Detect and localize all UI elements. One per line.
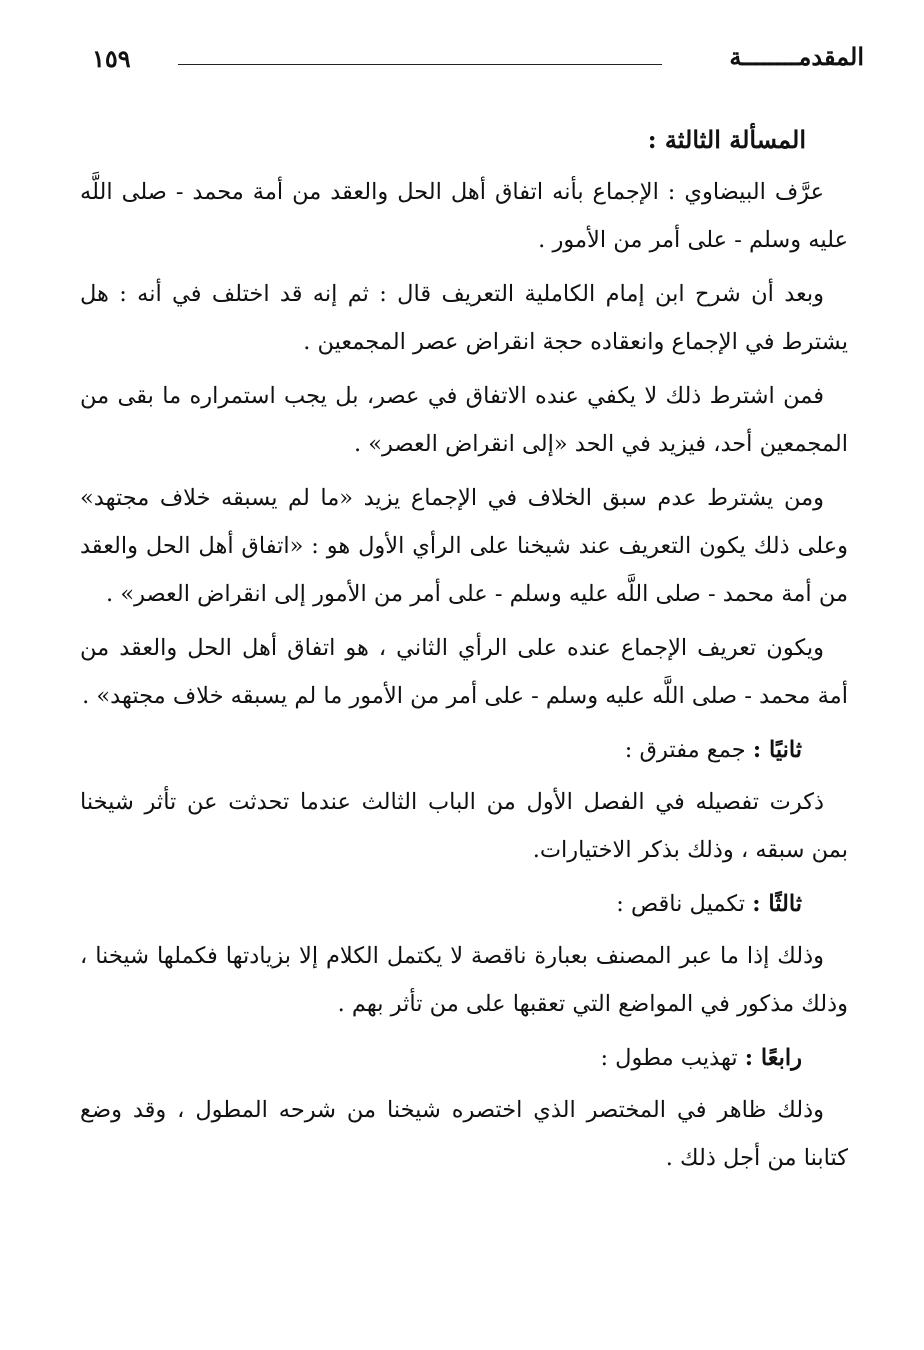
subheading-third-title: تكميل ناقص : (616, 891, 746, 917)
page-number: ١٥٩ (92, 44, 131, 73)
page-content (80, 116, 848, 1188)
paragraph-4: ومن يشترط عدم سبق الخلاف في الإجماع يزيد «ما لم يسبقه خلاف مجتهد» وعلى ذلك يكون التعريف عند شيخنا على الرأي الأول هو : «اتفاق أهل الحل والعقد من أمة محمد - صلى اللَّه عليه وسلم - على أمر من الأمور إلى انقراض العصر» . (80, 485, 848, 607)
paragraph-1: عرَّف البيضاوي : الإجماع بأنه اتفاق أهل الحل والعقد من أمة محمد - صلى اللَّه عليه وسلم - على أمر من الأمور . (80, 179, 848, 253)
paragraph-2: وبعد أن شرح ابن إمام الكاملية التعريف قال : ثم إنه قد اختلف في أنه : هل يشترط في الإجماع وانعقاده حجة انقراض عصر المجمعين . (80, 281, 848, 355)
subheading-fourth-title: تهذيب مطول : (600, 1045, 738, 1071)
subheading-second-title: جمع مفترق : (624, 737, 746, 763)
paragraph-second: ذكرت تفصيله في الفصل الأول من الباب الثالث عندما تحدثت عن تأثر شيخنا بمن سبقه ، وذلك بذكر الاختيارات. (80, 789, 848, 863)
paragraph-fourth: وذلك ظاهر في المختصر الذي اختصره شيخنا من شرحه المطول ، وقد وضع كتابنا من أجل ذلك . (80, 1097, 848, 1171)
page-header (92, 40, 864, 86)
subheading-third-lead: ثالثًا : (752, 891, 802, 917)
subheading-second-lead: ثانيًا : (752, 737, 802, 763)
subheading-third (80, 880, 848, 928)
header-rule (178, 64, 662, 65)
paragraph-third: وذلك إذا ما عبر المصنف بعبارة ناقصة لا يكتمل الكلام إلا بزيادتها فكملها شيخنا ، وذلك مذكور في المواضع التي تعقبها على من تأثر بهم . (80, 943, 848, 1017)
subheading-fourth-lead: رابعًا : (744, 1045, 802, 1071)
paragraph-5: ويكون تعريف الإجماع عنده على الرأي الثاني ، هو اتفاق أهل الحل والعقد من أمة محمد - صلى اللَّه عليه وسلم - على أمر من الأمور ما لم يسبقه خلاف مجتهد» . (80, 635, 848, 709)
subheading-fourth (80, 1034, 848, 1082)
section-heading: المسألة الثالثة : (647, 125, 806, 154)
subheading-second (80, 726, 848, 774)
paragraph-3: فمن اشترط ذلك لا يكفي عنده الاتفاق في عصر، بل يجب استمراره ما بقى من المجمعين أحد، فيزيد في الحد «إلى انقراض العصر» . (80, 383, 848, 457)
running-title: المقدمــــــــة (729, 42, 864, 71)
